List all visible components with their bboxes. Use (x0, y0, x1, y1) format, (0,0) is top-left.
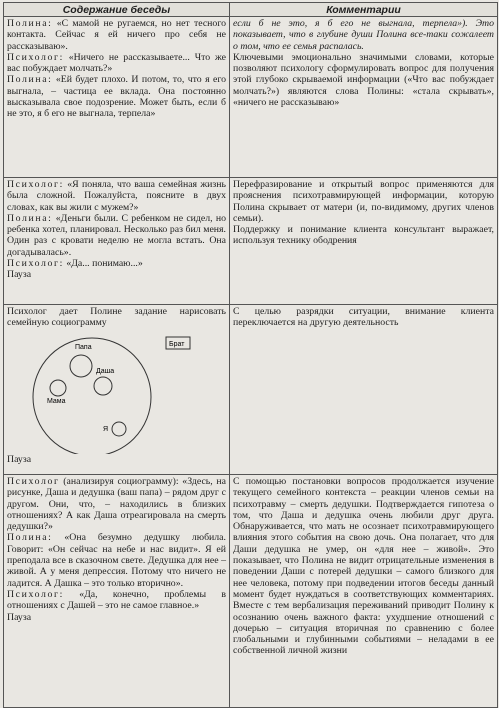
conversation-cell (4, 178, 230, 305)
utterance: Полина: «С мамой не ругаемся, но нет тесного контакта. Сейчас я ей ничего про себя не рассказываю». (7, 18, 226, 52)
label-papa: Папа (75, 343, 92, 351)
comment-paragraph: Ключевыми эмоционально значимыми словами, которые позволяют психологу сформулировать вопрос для получения этой глубоко скрываемой информации («Что вас побуждает молчать?») являются слова Полины: «стала скрывать», «ничего не рассказываю» (233, 51, 494, 109)
conversation-cell (4, 305, 230, 475)
comment-cell (230, 178, 498, 305)
family-sociogram (7, 329, 226, 454)
comment-paragraph: Поддержку и понимание клиента консультант выражает, используя технику ободрения (233, 224, 494, 247)
conversation-cell (4, 475, 230, 708)
table-header-row (4, 3, 498, 17)
utterance: Полина: «Деньги были. С ребенком не сидел, но ребенка хотел, планировал. Несколько раз бил меня. Один раз с кровати неделю не могла встать. Она догадывалась». (7, 212, 226, 258)
utterance: Психолог: «Я поняла, что ваша семейная жизнь была сложной. Пожалуйста, поясните в двух словах, как вы жили с мужем?» (7, 179, 226, 213)
utterance: Психолог: «Да, конечно, проблемы в отношениях с Дашей – это не самое главное.» (7, 588, 226, 612)
utterance: Полина: «Она безумно дедушку любила. Говорит: «Он сейчас на небе и нас видит». Я ей преподала все в сказочном свете. Дедушка для нее – живой. А у меня депрессия. Потому что ничего не ладится. А Дашка – это только вторично». (7, 532, 226, 589)
label-dasha: Даша (96, 367, 115, 375)
comment-paragraph: С целью разрядки ситуации, внимание клиента переключается на другую деятельность (233, 306, 494, 329)
utterance: Психолог (анализируя социограмму): «Здесь, на рисунке, Даша и дедушка (ваш папа) – рядом друг с другом. Они, что, – находились в близких отношениях? А как Даша отреагировала на смерть дедушки?» (7, 476, 227, 533)
utterance: Полина: «Ей будет плохо. И потом, то, что я его выгнала, – частица ее вклада. Она постоянно высказывала свое подозрение. Может быть, если б не это, я б его не выгнала, терпела» (7, 74, 226, 120)
comment-cell (230, 305, 498, 475)
conversation-cell (4, 17, 230, 178)
comment-cell (230, 475, 498, 708)
comment-paragraph: Перефразирование и открытый вопрос применяются для прояснения психотравмирующей информации, которую Полина скрывает от матери (и, по-видимому, других членов семьи). (233, 179, 494, 224)
comment-paragraph: если б не это, я б его не выгнала, терпела»). Это показывает, что в глубине души Полина все-таки сожалеет о том, что ее семья распалась. (233, 18, 494, 52)
pause-note: Пауза (7, 269, 32, 281)
table-row (4, 305, 498, 475)
pause-note: Пауза (7, 611, 32, 623)
task-note: Психолог дает Полине задание нарисовать семейную социограмму (7, 306, 226, 329)
mama-circle (50, 380, 66, 396)
label-ya: Я (103, 425, 109, 433)
utterance: Психолог: «Ничего не рассказываете... Что же вас побуждает молчать?» (7, 51, 227, 75)
papa-circle (70, 355, 92, 377)
comment-cell (230, 17, 498, 178)
conversation-table (3, 2, 498, 708)
table-row (4, 17, 498, 178)
label-mama: Мама (47, 397, 66, 405)
table-row (4, 178, 498, 305)
label-brat: Брат (169, 340, 185, 348)
family-circle (33, 338, 151, 454)
dasha-circle (94, 377, 112, 395)
table-row (4, 475, 498, 708)
ya-circle (112, 422, 126, 436)
utterance: Психолог: «Да... понимаю...» (7, 258, 143, 270)
comment-paragraph: С помощью постановки вопросов продолжается изучение текущего семейного контекста – реакции членов семьи на психотравму – смерть дедушки. Подтверждается гипотеза о том, что Даша и дедушка очень любили друг друга. Обнаруживается, что мать не осознает психотравмирующего влияния этого события на свою дочь. Она полагает, что для Даши дедушка не умер, он «для нее – живой». Это показывает, что Полина не видит отрицательные изменения в поведении Даши с потерей дедушки – самого близкого для нее человека, потому при подведении итогов беседы данный момент будет нуждаться в соответствующих комментариях. Вместе с тем вербализация переживаний приводит Полину к осознанию очень важного факта: ухудшение отношений с дочерью – ситуация вторичная по сравнению с более глобальными и глубинными событиями – неладами в ее собственной личной жизни (233, 476, 494, 657)
header-comments: Комментарии (230, 3, 498, 17)
pause-note: Пауза (7, 453, 32, 465)
header-conversation: Содержание беседы (4, 3, 230, 17)
